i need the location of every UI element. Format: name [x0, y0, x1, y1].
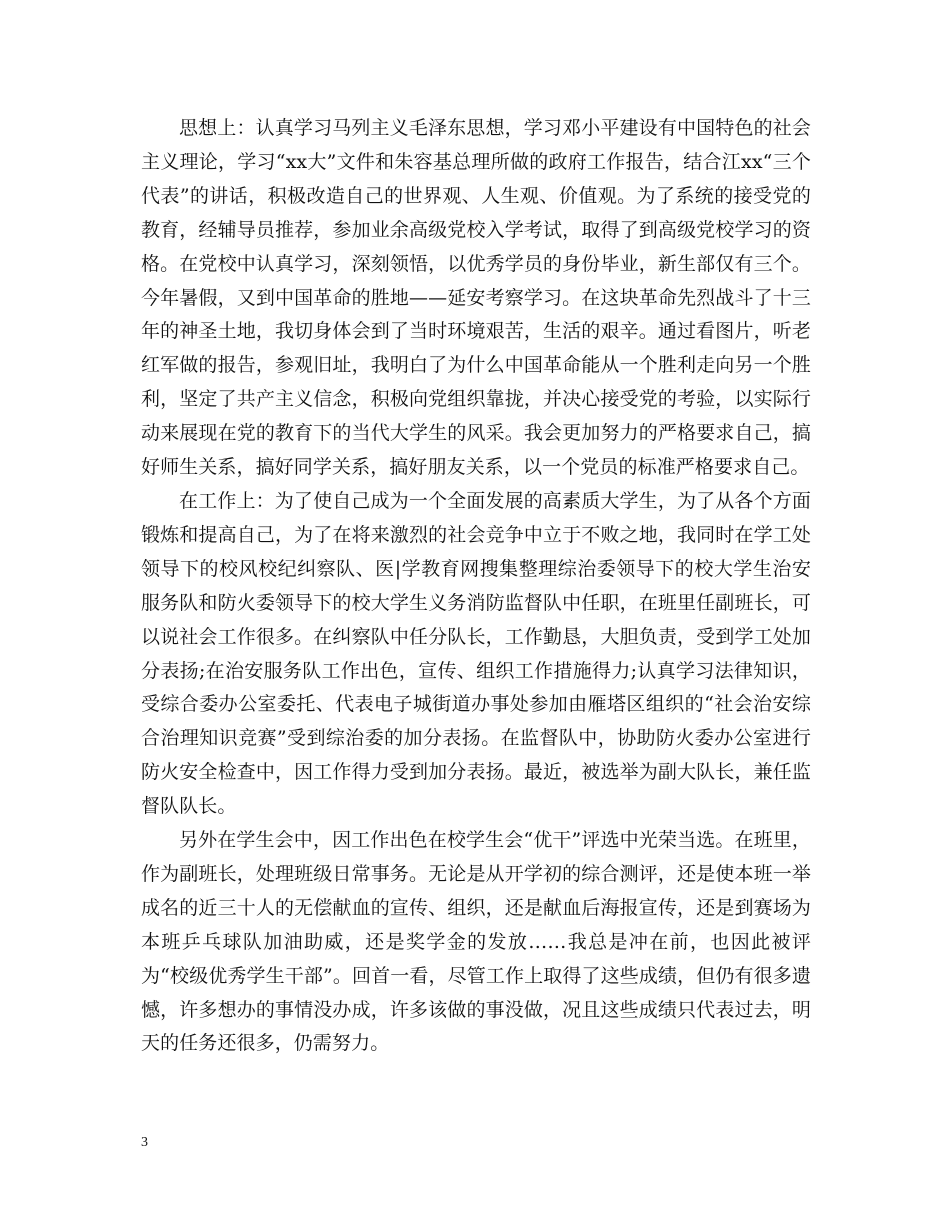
paragraph-ideology: 思想上：认真学习马列主义毛泽东思想，学习邓小平建设有中国特色的社会主义理论，学习“xx大”文件和朱容基总理所做的政府工作报告，结合江xx“三个代表”的讲话，积极改造自己的世界观、人生观、价值观。为了系统的接受党的教育，经辅导员推荐，参加业余高级党校入学考试，取得了到高级党校学习的资格。在党校中认真学习，深刻领悟，以优秀学员的身份毕业，新生部仅有三个。今年暑假，又到中国革命的胜地——延安考察学习。在这块革命先烈战斗了十三年的神圣土地，我切身体会到了当时环境艰苦，生活的艰辛。通过看图片，听老红军做的报告，参观旧址，我明白了为什么中国革命能从一个胜利走向另一个胜利，坚定了共产主义信念，积极向党组织靠拢，并决心接受党的考验，以实际行动来展现在党的教育下的当代大学生的风采。我会更加努力的严格要求自己，搞好师生关系，搞好同学关系，搞好朋友关系，以一个党员的标准严格要求自己。: [141, 117, 811, 479]
page-number: 3: [141, 1135, 148, 1150]
paragraph-work: 在工作上：为了使自己成为一个全面发展的高素质大学生，为了从各个方面锻炼和提高自己，为了在将来激烈的社会竞争中立于不败之地，我同时在学工处领导下的校风校纪纠察队、医|学教育网搜集整理综治委领导下的校大学生治安服务队和防火委领导下的校大学生义务消防监督队中任职，在班里任副班长，可以说社会工作很多。在纠察队中任分队长，工作勤恳，大胆负责，受到学工处加分表扬;在治安服务队工作出色，宣传、组织工作措施得力;认真学习法律知识，受综合委办公室委托、代表电子城街道办事处参加由雁塔区组织的“社会治安综合治理知识竞赛”受到综治委的加分表扬。在监督队中，协助防火委办公室进行防火安全检查中，因工作得力受到加分表扬。最近，被选举为副大队长，兼任监督队队长。: [141, 489, 811, 818]
document-body: [141, 112, 811, 1061]
paragraph-student-union: 另外在学生会中，因工作出色在校学生会“优干”评选中光荣当选。在班里，作为副班长，处理班级日常事务。无论是从开学初的综合测评，还是使本班一举成名的近三十人的无偿献血的宣传、组织，还是献血后海报宣传，还是到赛场为本班乒乓球队加油助威，还是奖学金的发放……我总是冲在前，也因此被评为“校级优秀学生干部”。回首一看，尽管工作上取得了这些成绩，但仍有很多遗憾，许多想办的事情没办成，许多该做的事没做，况且这些成绩只代表过去，明天的任务还很多，仍需努力。: [141, 829, 811, 1055]
